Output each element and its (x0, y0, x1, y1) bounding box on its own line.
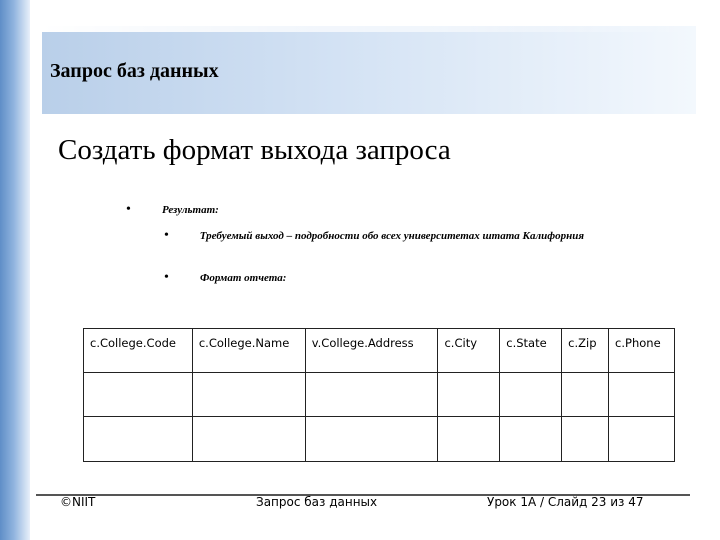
column-header: c.College.Name (192, 329, 305, 373)
table-cell (500, 372, 562, 417)
bullet-required-output (164, 228, 614, 245)
table-cell (609, 417, 675, 462)
slide-title: Создать формат выхода запроса (58, 134, 451, 166)
column-header: c.Zip (562, 329, 609, 373)
bullet-marker: • (126, 202, 131, 217)
column-header: c.Phone (609, 329, 675, 373)
left-decorative-stripe (0, 0, 30, 540)
bullet-text: Требуемый выход – подробности обо всех университетах штата Калифорния (199, 230, 585, 242)
table-row (84, 417, 675, 462)
table-cell (84, 372, 193, 417)
bullet-marker: • (164, 270, 169, 285)
table-row (84, 372, 675, 417)
footer-course-title: Запрос баз данных (256, 495, 378, 509)
bullet-report-format (164, 270, 286, 287)
bullet-text: Формат отчета: (200, 272, 287, 284)
column-header: c.State (500, 329, 562, 373)
bullet-result (126, 202, 219, 219)
table-cell (500, 417, 562, 462)
footer-slide-number: Урок 1А / Слайд 23 из 47 (487, 495, 644, 509)
column-header: v.College.Address (305, 329, 438, 373)
footer-copyright: ©NIIT (60, 495, 96, 509)
table-cell (305, 417, 438, 462)
table-cell (609, 372, 675, 417)
header-title: Запрос баз данных (50, 60, 219, 82)
column-header: c.City (438, 329, 500, 373)
table-cell (438, 372, 500, 417)
table-cell (84, 417, 193, 462)
table-cell (438, 417, 500, 462)
table-header-row (84, 329, 675, 373)
table-cell (562, 372, 609, 417)
column-header: c.College.Code (84, 329, 193, 373)
table-cell (192, 372, 305, 417)
table-cell (192, 417, 305, 462)
table-cell (562, 417, 609, 462)
table-cell (305, 372, 438, 417)
report-format-table (83, 328, 675, 462)
bullet-text: Результат: (162, 204, 219, 216)
bullet-marker: • (164, 228, 169, 243)
